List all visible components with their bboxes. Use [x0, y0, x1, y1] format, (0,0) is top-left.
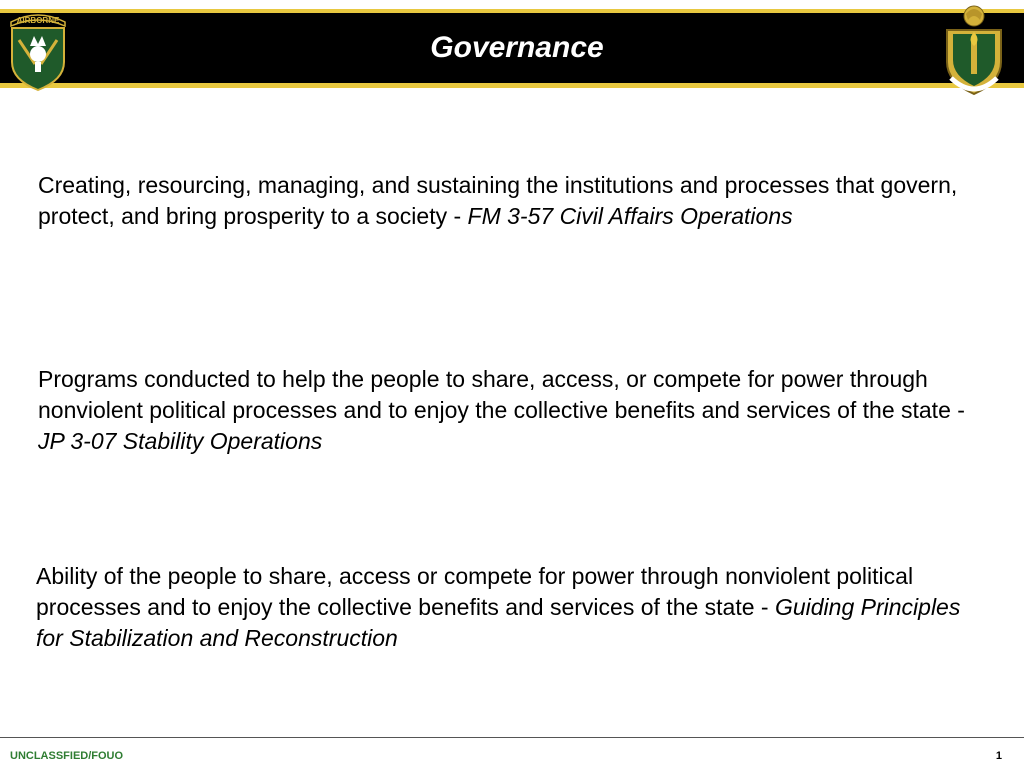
definition-text: Creating, resourcing, managing, and sustaining the institutions and processes that govern, protect, and bring prosperity to a society -: [38, 172, 958, 229]
page-number: 1: [995, 750, 1002, 762]
jfk-special-warfare-center-crest-icon: [943, 2, 1005, 96]
definition-fm-3-57: [38, 170, 988, 232]
definition-source: JP 3-07 Stability Operations: [38, 428, 323, 454]
left-logo-tab-text: AIRBORNE: [16, 16, 60, 25]
definition-source: Guiding Principles for Stabilization and Reconstruction: [36, 594, 961, 651]
definition-guiding-principles: [36, 561, 986, 654]
definition-jp-3-07: [38, 364, 978, 457]
header-bottom-accent-line: [0, 83, 1024, 88]
slide-title: Governance: [430, 31, 604, 64]
classification-marking: UNCLASSFIED/FOUO: [10, 750, 124, 762]
footer-divider: [0, 737, 1024, 738]
definition-text: Ability of the people to share, access or compete for power through nonviolent political processes and to enjoy the collective benefits and services of the state -: [36, 563, 914, 620]
definition-text: Programs conducted to help the people to share, access, or compete for power through nonviolent political processes and to enjoy the collective benefits and services of the state -: [38, 366, 965, 423]
definition-source: FM 3-57 Civil Affairs Operations: [467, 203, 793, 229]
